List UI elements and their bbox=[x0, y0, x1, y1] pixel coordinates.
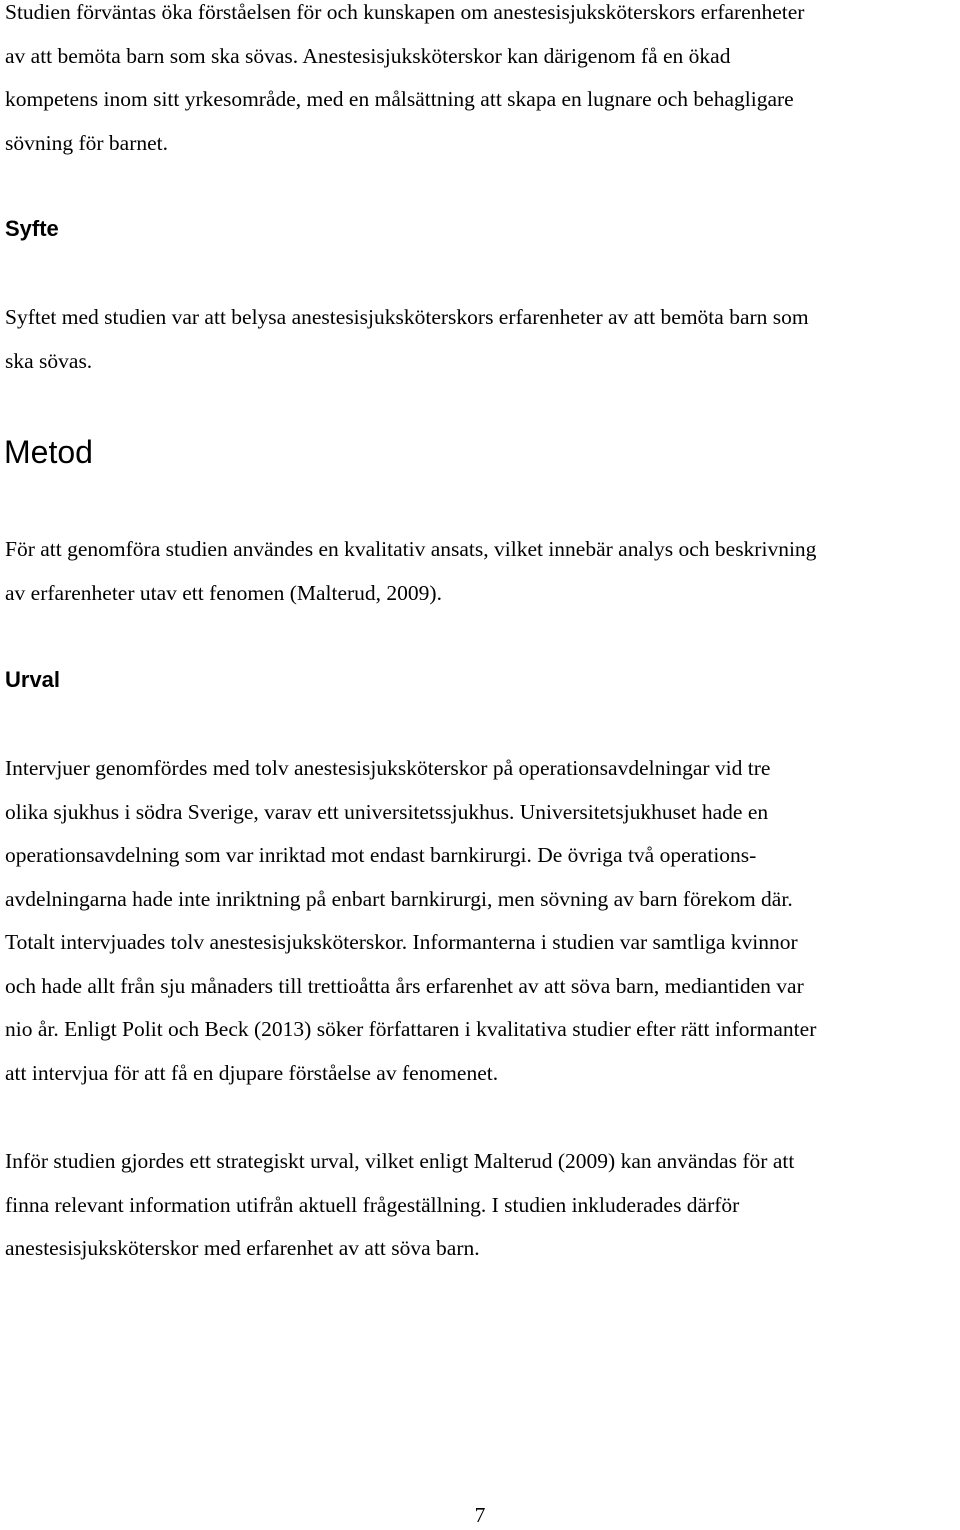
section-heading-metod: Metod bbox=[4, 434, 93, 470]
text-line: av att bemöta barn som ska sövas. Anestesisjuksköterskor kan därigenom få en ökad bbox=[5, 43, 731, 68]
urval-paragraph-2 bbox=[5, 1140, 955, 1271]
text-line: av erfarenheter utav ett fenomen (Malterud, 2009). bbox=[5, 580, 442, 605]
text-line: Studien förväntas öka förståelsen för och kunskapen om anestesisjuksköterskors erfarenheter bbox=[5, 0, 805, 24]
urval-paragraph-1 bbox=[5, 747, 955, 1095]
text-line: För att genomföra studien användes en kvalitativ ansats, vilket innebär analys och beskrivning bbox=[5, 537, 817, 561]
section-heading-syfte: Syfte bbox=[5, 216, 59, 241]
text-line: att intervjua för att få en djupare förståelse av fenomenet. bbox=[5, 1060, 499, 1085]
text-line: sövning för barnet. bbox=[5, 130, 169, 155]
syfte-paragraph bbox=[5, 296, 955, 383]
text-line: operationsavdelning som var inriktad mot endast barnkirurgi. De övriga två operations- bbox=[5, 843, 757, 867]
text-line: anestesisjuksköterskor med erfarenhet av att söva barn. bbox=[5, 1236, 480, 1260]
intro-paragraph bbox=[5, 0, 955, 165]
text-line: olika sjukhus i södra Sverige, varav ett universitetssjukhus. Universitetsjukhuset hade en bbox=[5, 799, 769, 824]
text-line: och hade allt från sju månaders till trettioåtta års erfarenhet av att söva barn, mediantiden var bbox=[5, 973, 804, 998]
page-number: 7 bbox=[474, 1503, 486, 1527]
text-line: finna relevant information utifrån aktuell frågeställning. I studien inkluderades därför bbox=[5, 1192, 740, 1217]
text-line: ska sövas. bbox=[5, 348, 93, 373]
text-line: kompetens inom sitt yrkesområde, med en målsättning att skapa en lugnare och behagligare bbox=[5, 87, 794, 111]
text-line: Inför studien gjordes ett strategiskt urval, vilket enligt Malterud (2009) kan användas för att bbox=[5, 1149, 795, 1173]
text-line: avdelningarna hade inte inriktning på enbart barnkirurgi, men sövning av barn förekom där. bbox=[5, 886, 793, 911]
text-line: Intervjuer genomfördes med tolv anestesisjuksköterskor på operationsavdelningar vid tre bbox=[5, 756, 771, 780]
metod-paragraph bbox=[5, 528, 955, 615]
text-line: nio år. Enligt Polit och Beck (2013) söker författaren i kvalitativa studier efter rätt informanter bbox=[5, 1017, 817, 1041]
text-line: Totalt intervjuades tolv anestesisjuksköterskor. Informanterna i studien var samtliga kvinnor bbox=[5, 930, 798, 954]
text-line: Syftet med studien var att belysa anestesisjuksköterskors erfarenheter av att bemöta barn som bbox=[5, 305, 809, 329]
section-heading-urval: Urval bbox=[5, 667, 61, 692]
